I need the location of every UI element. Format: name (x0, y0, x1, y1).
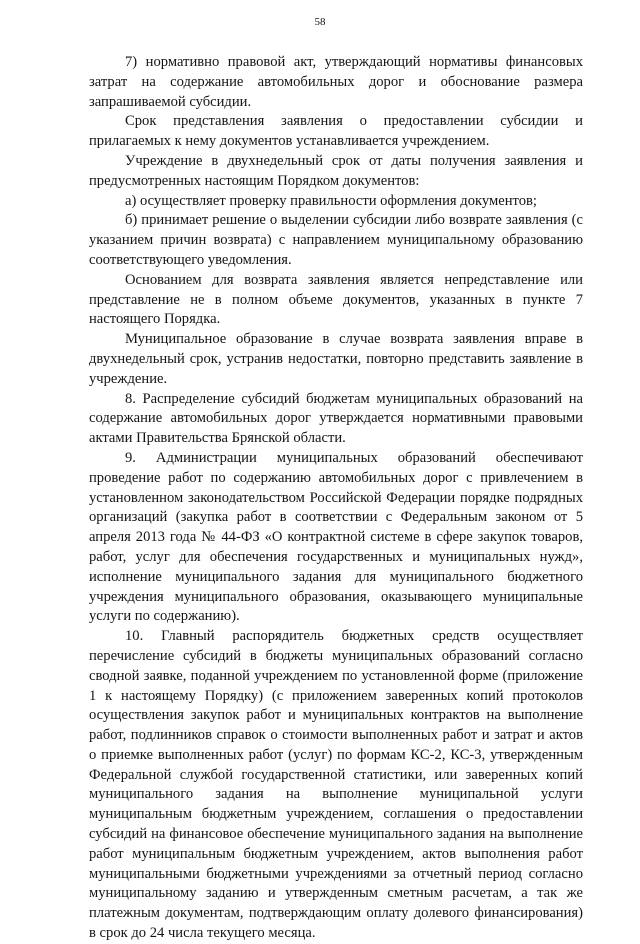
paragraph-subitem-b: б) принимает решение о выделении субсидии либо возврате заявления (с указанием причин возврата) с направлением муниципальному образованию соответствующего уведомления. (89, 212, 583, 268)
paragraph-submission-deadline: Срок представления заявления о предоставлении субсидии и прилагаемых к нему документов устанавливается учреждением. (89, 113, 583, 150)
paragraph-section-10: 10. Главный распорядитель бюджетных средств осуществляет перечисление субсидий в бюджеты муниципальных образований согласно сводной заявке, поданной учреждением по установленной форме (приложение 1 к настоящему Порядку) (с приложением заверенных копий протоколов осуществления закупок работ и муниципальных контрактов на выполнение работ, подлинников справок о стоимости выполненных работ и затрат и актов о приемке выполненных работ (услуг) по формам КС-2, КС-3, утвержденным Федеральной службой государственной статистики, или заверенных копий муниципального задания на выполнение муниципальной услуги муниципальным бюджетным учреждением, соглашения о предоставлении субсидий на финансовое обеспечение муниципального задания на выполнение работ муниципальным бюджетным учреждением, актов выполнения работ муниципальными бюджетными учреждениями за отчетный период согласно муниципальному заданию и утвержденным сметным расчетам, а так же платежным документам, подтверждающим оплату долевого финансирования) в срок до 24 числа текущего месяца. (89, 628, 583, 942)
page-number: 58 (314, 16, 326, 28)
document-body (89, 53, 583, 944)
paragraph-section-9: 9. Администрации муниципальных образований обеспечивают проведение работ по содержанию автомобильных дорог с привлечением в установленном законодательством Российской Федерации порядке подрядных организаций (закупка работ в соответствии с Федеральным законом от 5 апреля 2013 года № 44-ФЗ «О контрактной системе в сфере закупок товаров, работ, услуг для обеспечения государственных и муниципальных нужд», исполнение муниципального задания для муниципального бюджетного учреждения муниципального образования, оказывающего муниципальные услуги по содержанию). (89, 449, 583, 625)
paragraph-review-period: Учреждение в двухнедельный срок от даты получения заявления и предусмотренных настоящим Порядком документов: (89, 152, 583, 189)
paragraph-section-8: 8. Распределение субсидий бюджетам муниципальных образований на содержание автомобильных дорог утверждается нормативными правовыми актами Правительства Брянской области. (89, 390, 583, 447)
paragraph-subitem-a: а) осуществляет проверку правильности оформления документов; (125, 192, 537, 209)
paragraph-resubmission: Муниципальное образование в случае возврата заявления вправе в двухнедельный срок, устранив недостатки, повторно представить заявление в учреждение. (89, 331, 583, 387)
paragraph-return-grounds: Основанием для возврата заявления является непредставление или представление не в полном объеме документов, указанных в пункте 7 настоящего Порядка. (89, 271, 583, 328)
paragraph-item-7-normative-act: 7) нормативно правовой акт, утверждающий нормативы финансовых затрат на содержание автомобильных дорог и обоснование размера запрашиваемой субсидии. (89, 54, 583, 110)
